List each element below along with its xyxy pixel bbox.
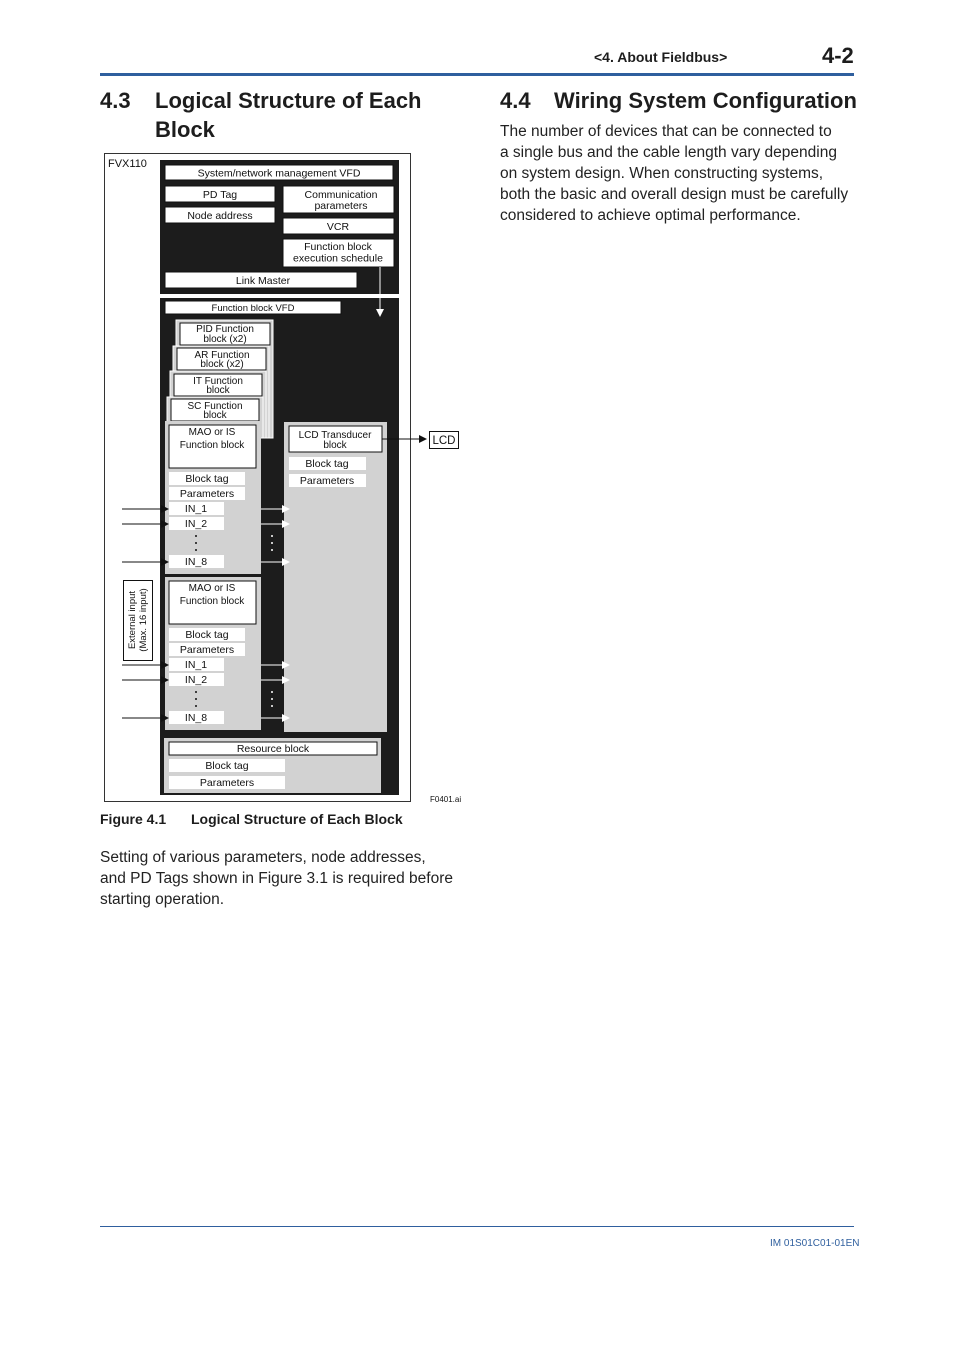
external-input-line2: (Max. 16 input) <box>138 588 149 652</box>
pd-tag-label: PD Tag <box>202 189 238 201</box>
fb-schedule-line2: execution schedule <box>293 252 383 265</box>
footer-rule <box>100 1226 854 1227</box>
sc-line2: block <box>203 410 227 421</box>
mao1-line2: Function block <box>179 440 245 451</box>
section-4-3-title-line1: Logical Structure of Each <box>155 88 422 113</box>
ar-line2: block (x2) <box>200 359 244 370</box>
pid-line2: block (x2) <box>203 334 247 345</box>
mao2-line1: MAO or IS <box>188 583 236 594</box>
figure-caption-title: Logical Structure of Each Block <box>191 811 403 827</box>
mao2-in1: IN_1 <box>184 659 208 671</box>
resource-label: Resource block <box>236 743 310 755</box>
body-line: on system design. When constructing systems, <box>500 165 824 182</box>
sysnet-vfd-label: System/network management VFD <box>197 167 361 180</box>
lcd-block-tag: Block tag <box>305 458 349 470</box>
body-line: and PD Tags shown in Figure 3.1 is required before <box>100 870 453 887</box>
device-label: FVX110 <box>108 158 147 170</box>
fb-vfd-label: Function block VFD <box>211 303 295 314</box>
body-line: a single bus and the cable length vary depending <box>500 144 837 161</box>
resource-params: Parameters <box>199 777 255 789</box>
body-line: Setting of various parameters, node addresses, <box>100 849 426 866</box>
mao1-in1: IN_1 <box>184 503 208 515</box>
lcd-tb-line1: LCD Transducer <box>298 430 372 441</box>
link-master-label: Link Master <box>235 275 291 287</box>
mao2-in8: IN_8 <box>184 712 208 724</box>
figure-caption-label: Figure 4.1 <box>100 811 167 827</box>
mao1-line1: MAO or IS <box>188 427 236 438</box>
sc-line1: SC Function <box>187 401 243 412</box>
lcd-params: Parameters <box>299 475 355 487</box>
comm-params-line1: Communication <box>304 189 378 201</box>
pid-line1: PID Function <box>196 324 254 335</box>
section-4-3-title-line2: Block <box>155 117 215 142</box>
body-line: The number of devices that can be connected to <box>500 123 832 140</box>
section-4-4-number: 4.4 <box>500 88 531 113</box>
document-id: IM 01S01C01-01EN <box>770 1238 860 1249</box>
body-line: starting operation. <box>100 891 225 908</box>
figure-file-id: F0401.ai <box>430 795 462 804</box>
ar-line1: AR Function <box>194 350 250 361</box>
it-line2: block <box>206 385 230 396</box>
external-input-line1: External input <box>127 590 138 650</box>
running-header-section: <4. About Fieldbus> <box>594 49 728 65</box>
mao1-block-tag: Block tag <box>185 473 229 485</box>
comm-params-line2: parameters <box>314 200 368 212</box>
vcr-label: VCR <box>326 221 350 233</box>
mao1-params: Parameters <box>179 488 235 500</box>
section-4-3-number: 4.3 <box>100 88 131 113</box>
mao2-params: Parameters <box>179 644 235 656</box>
body-line: considered to achieve optimal performance. <box>500 207 801 224</box>
lcd-tb-line2: block <box>323 440 347 451</box>
resource-block-tag: Block tag <box>205 760 249 772</box>
body-line: both the basic and overall design must be carefully <box>500 186 849 203</box>
mao2-block-tag: Block tag <box>185 629 229 641</box>
fb-schedule-line1: Function block <box>304 241 372 253</box>
section-4-4-title: Wiring System Configuration <box>554 88 857 113</box>
mao1-in8: IN_8 <box>184 556 208 568</box>
page-number: 4-2 <box>822 43 854 68</box>
mao2-in2: IN_2 <box>184 674 208 686</box>
node-address-label: Node address <box>187 210 253 222</box>
mao1-in2: IN_2 <box>184 518 208 530</box>
section-4-3-body <box>100 847 470 910</box>
mao2-line2: Function block <box>179 596 245 607</box>
lcd-label: LCD <box>432 435 456 447</box>
it-line1: IT Function <box>193 376 243 387</box>
